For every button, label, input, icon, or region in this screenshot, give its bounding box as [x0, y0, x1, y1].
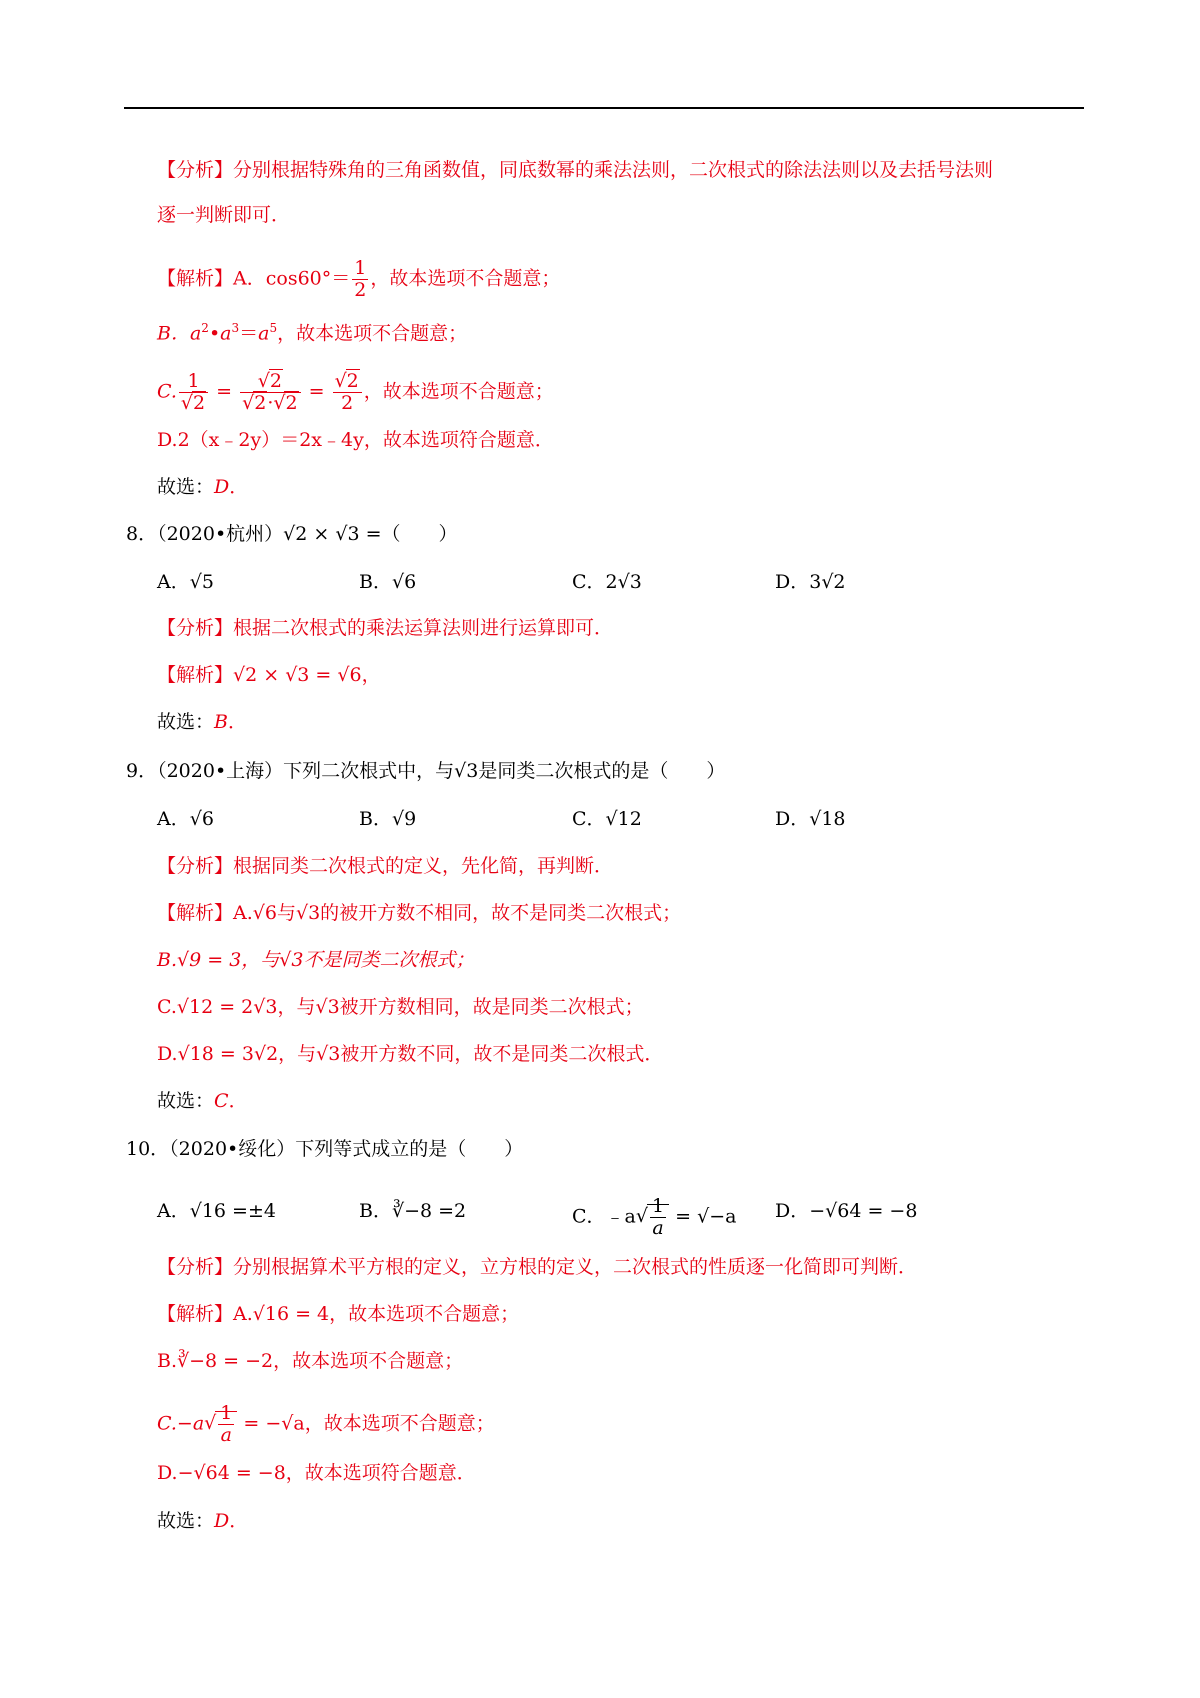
- q10-analysis: 【分析】分别根据算术平方根的定义，立方根的定义，二次根式的性质逐一化简即可判断．: [157, 1256, 918, 1278]
- q10-option-b[interactable]: B．∛−8 =2: [359, 1200, 467, 1222]
- q7-solution-b: B．$a^2•a^3=a^5$，故本选项不合题意；: [157, 321, 468, 345]
- q9-analysis: 【分析】根据同类二次根式的定义，先化简，再判断．: [157, 855, 614, 877]
- q10-solution-d: D.−√64 = −8，故本选项符合题意．: [157, 1462, 476, 1484]
- q9-option-c[interactable]: C．√12: [572, 808, 642, 830]
- q7-analysis: 【分析】分别根据特殊角的三角函数值，同底数幂的乘法法则，二次根式的除法法则以及去括号法则: [157, 159, 994, 181]
- q9-solution-a: 【解析】A.√6与√3的被开方数不相同，故不是同类二次根式；: [157, 902, 682, 924]
- q10-solution-b: B.∛−8 = −2，故本选项不合题意；: [157, 1350, 464, 1372]
- q10-option-a[interactable]: A．√16 =±4: [157, 1200, 276, 1222]
- q9-answer: 故选：C．: [157, 1090, 248, 1112]
- header-rule: [124, 107, 1084, 109]
- q10-option-c[interactable]: C．﹣a√ $\frac{1}{a}$ = √−a: [572, 1195, 737, 1239]
- q9-solution-d: D.√18 = 3√2，与√3被开方数不同，故不是同类二次根式．: [157, 1043, 664, 1065]
- q7-solution-a: 【解析】A．cos60°＝ $\frac{1}{2}$ ，故本选项不合题意；: [157, 257, 561, 301]
- q8-option-b[interactable]: B．√6: [359, 571, 417, 593]
- q9-option-b[interactable]: B．√9: [359, 808, 417, 830]
- q9-options: [157, 804, 1057, 834]
- q8-analysis: 【分析】根据二次根式的乘法运算法则进行运算即可．: [157, 617, 614, 639]
- q7-solution-c: C. $\frac{1}{√2}$ = $\frac{√2}{√2\cdot√2}$ = $\frac{√2}{2}$ ，故本选项不合题意；: [157, 370, 554, 414]
- q10-options: [157, 1195, 1057, 1239]
- q8-option-c[interactable]: C．2√3: [572, 571, 642, 593]
- q9-solution-c: C.√12 = 2√3，与√3被开方数相同，故是同类二次根式；: [157, 996, 644, 1018]
- q10-solution-a: 【解析】A.√16 = 4，故本选项不合题意；: [157, 1303, 520, 1325]
- q9-solution-b: B.√9 = 3，与√3不是同类二次根式；: [157, 949, 475, 971]
- q9-option-d[interactable]: D．√18: [775, 808, 846, 830]
- q8-option-d[interactable]: D．3√2: [775, 571, 846, 593]
- q8-answer: 故选：B．: [157, 711, 247, 733]
- q8-options: [157, 567, 1057, 597]
- q10-stem: 10．（2020•绥化）下列等式成立的是（ ）: [126, 1138, 524, 1160]
- q7-analysis-cont: 逐一判断即可．: [157, 204, 291, 226]
- q9-stem: 9．（2020•上海）下列二次根式中，与√3是同类二次根式的是（ ）: [126, 760, 726, 782]
- q10-solution-c: C.−a√ $\frac{1}{a}$ = −√a，故本选项不合题意；: [157, 1402, 495, 1446]
- q8-stem: 8．（2020•杭州）√2 × √3 =（ ）: [126, 523, 458, 545]
- q9-option-a[interactable]: A．√6: [157, 808, 214, 830]
- q7-solution-d: D.2（x﹣2y）＝2x﹣4y，故本选项符合题意．: [157, 429, 554, 451]
- q8-solution: 【解析】√2 × √3 = √6，: [157, 664, 381, 686]
- q10-answer: 故选：D．: [157, 1510, 249, 1532]
- q7-answer-label: 故选：: [157, 476, 215, 498]
- q10-option-d[interactable]: D．−√64 = −8: [775, 1200, 918, 1222]
- q8-option-a[interactable]: A．√5: [157, 571, 214, 593]
